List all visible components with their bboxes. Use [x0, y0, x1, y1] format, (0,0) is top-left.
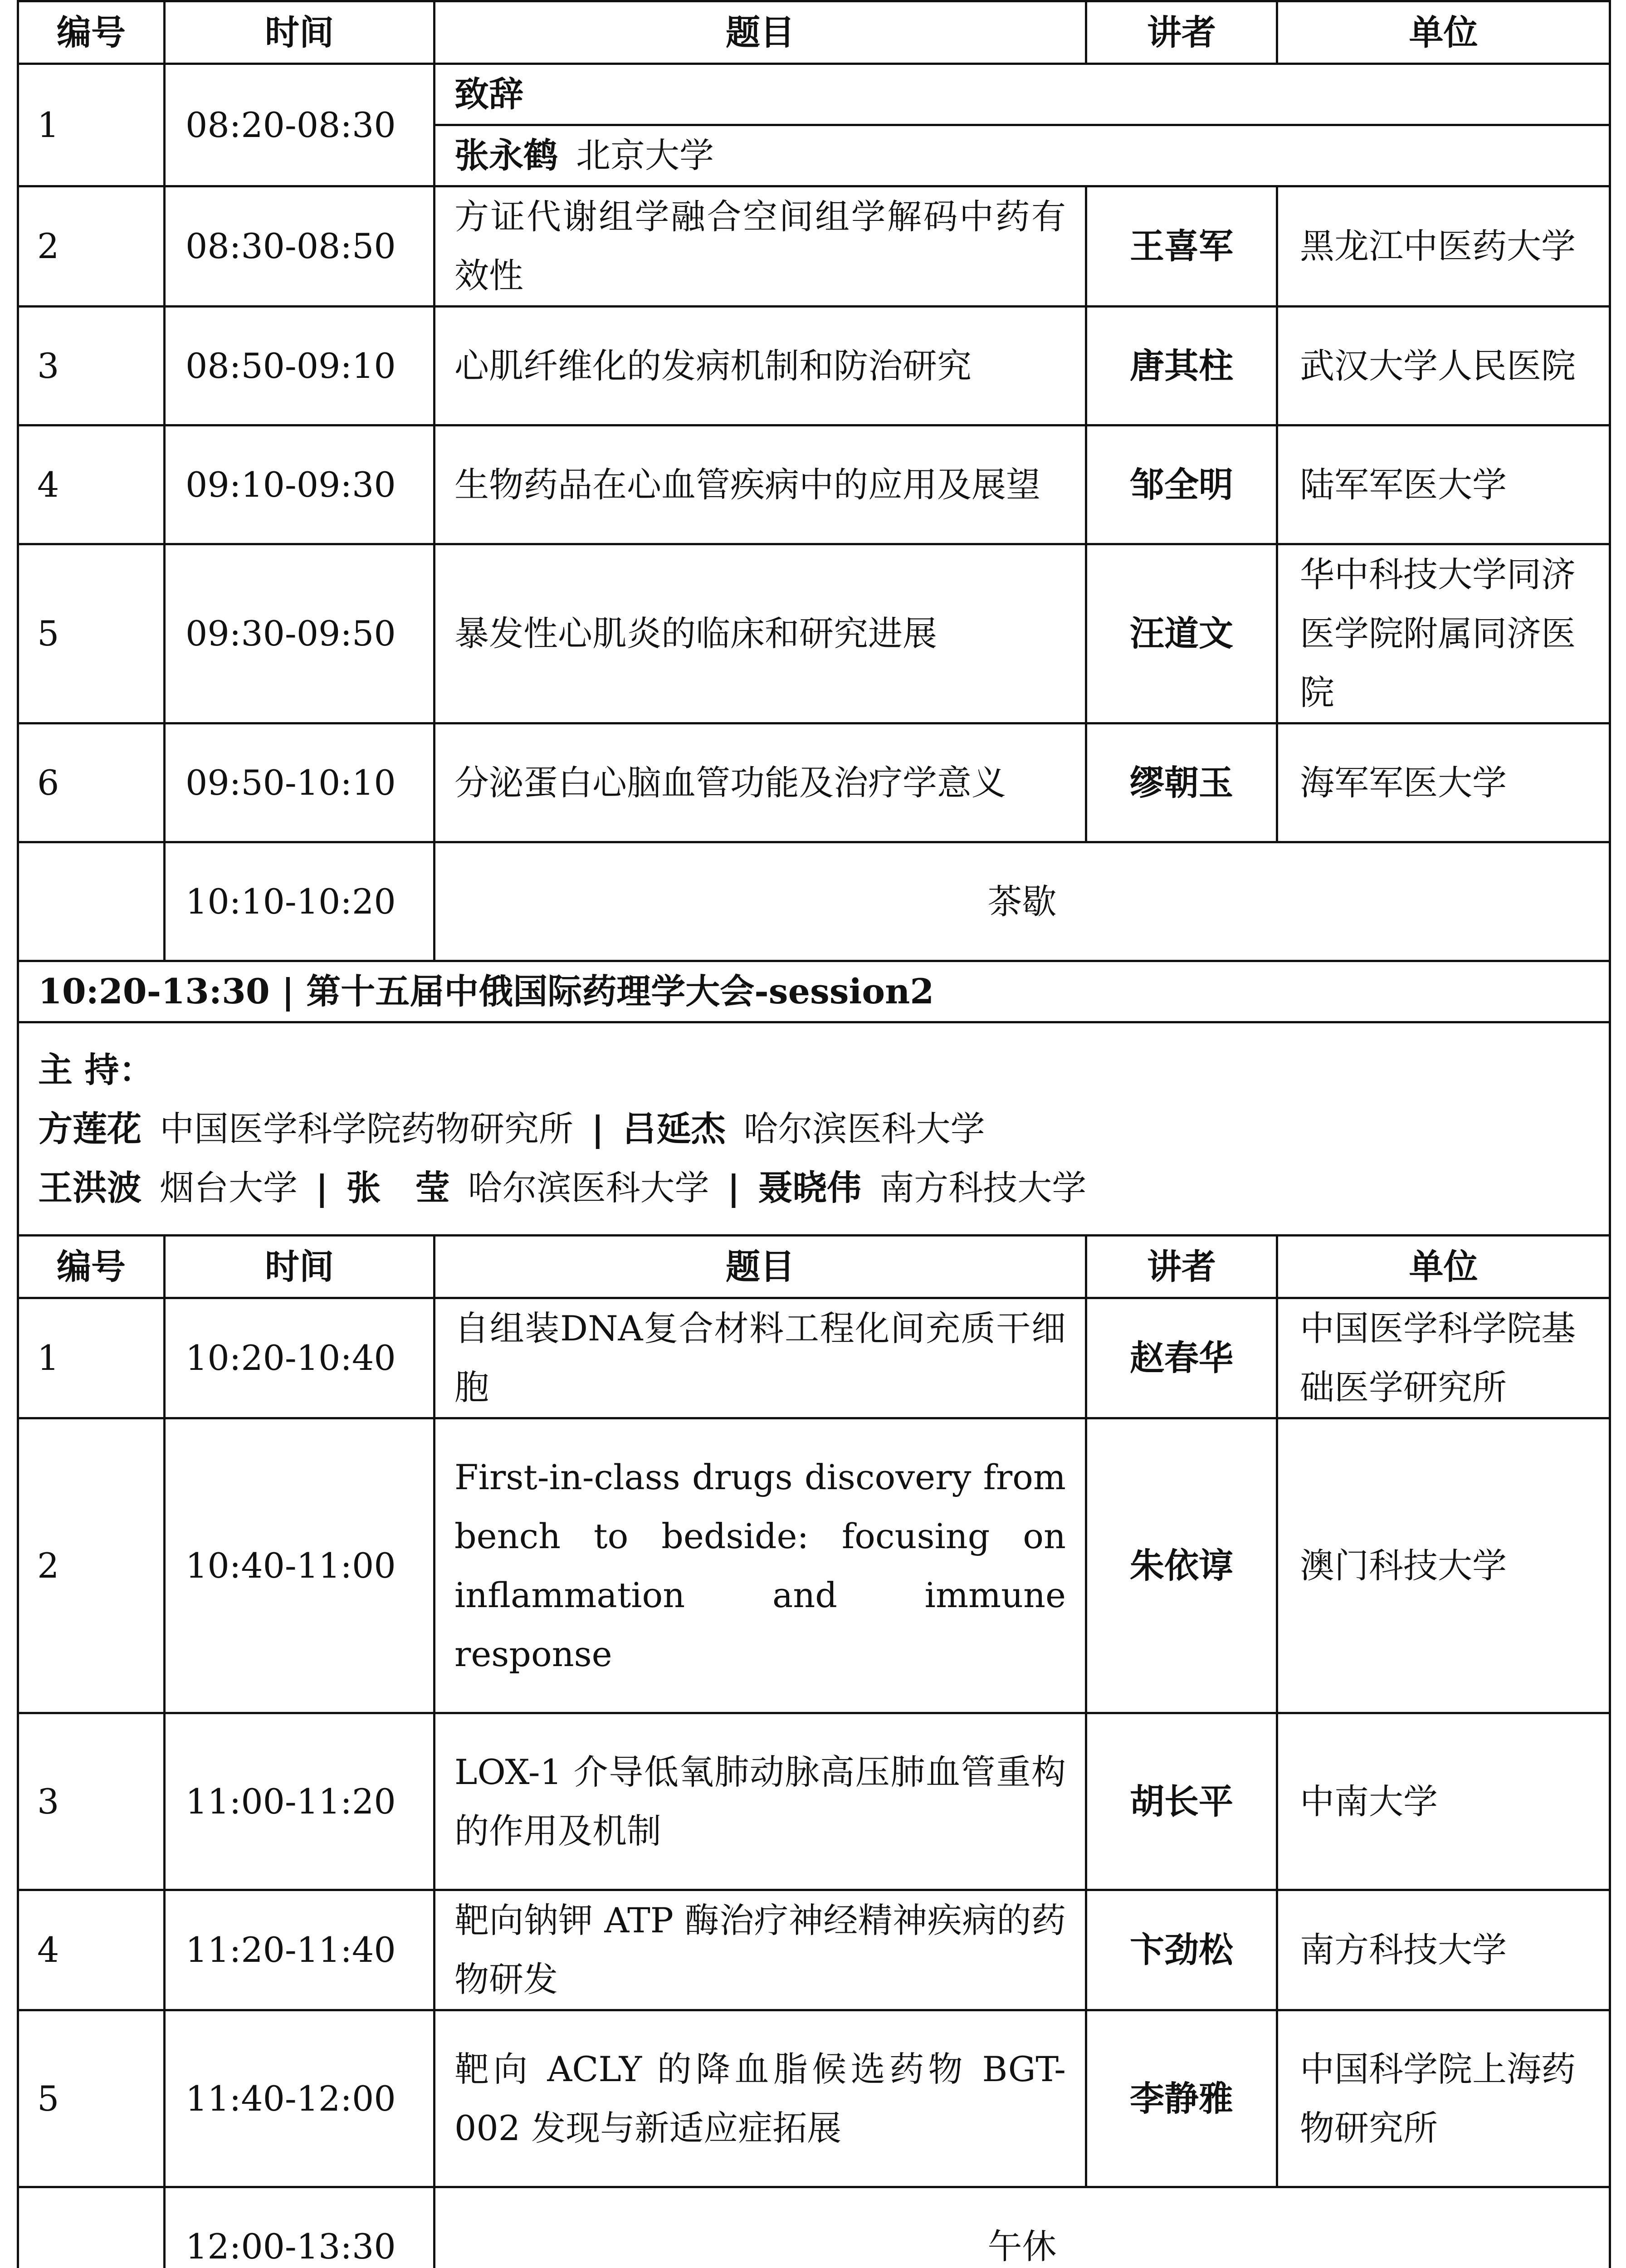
header-no: 编号 [18, 1236, 165, 1298]
host-name: 方莲花 [38, 1108, 142, 1149]
host-line [38, 1158, 1590, 1217]
talk-row [18, 723, 1610, 842]
break-time: 10:10-10:20 [165, 842, 435, 961]
talk-speaker: 缪朝玉 [1086, 723, 1277, 842]
host-separator: | [591, 1108, 604, 1149]
talk-time: 10:40-11:00 [165, 1418, 435, 1713]
talk-row [18, 1890, 1610, 2010]
talk-number: 5 [18, 544, 165, 723]
talk-number: 1 [18, 1298, 165, 1418]
talk-unit: 海军军医大学 [1277, 723, 1610, 842]
talk-topic: 暴发性心肌炎的临床和研究进展 [435, 544, 1086, 723]
session-hosts-row [18, 1022, 1610, 1236]
host-name: 聂晓伟 [758, 1167, 862, 1208]
session-hosts [18, 1022, 1610, 1236]
talk-time: 10:20-10:40 [165, 1298, 435, 1418]
talk-number: 2 [18, 186, 165, 307]
talk-speaker: 赵春华 [1086, 1298, 1277, 1418]
talk-row [18, 544, 1610, 723]
header-time: 时间 [165, 1, 435, 64]
host-separator: | [316, 1167, 328, 1208]
header-speaker: 讲者 [1086, 1, 1277, 64]
talk-row [18, 307, 1610, 425]
host-unit: 南方科技大学 [879, 1167, 1087, 1208]
talk-time: 08:20-08:30 [165, 64, 435, 186]
host-name: 吕延杰 [622, 1108, 726, 1149]
host-unit: 哈尔滨医科大学 [743, 1108, 985, 1149]
talk-topic: 生物药品在心血管疾病中的应用及展望 [435, 425, 1086, 544]
talk-unit: 黑龙江中医药大学 [1277, 186, 1610, 307]
talk-unit: 华中科技大学同济医学院附属同济医院 [1277, 544, 1610, 723]
talk-time: 09:10-09:30 [165, 425, 435, 544]
talk-unit: 陆军军医大学 [1277, 425, 1610, 544]
talk-number: 4 [18, 425, 165, 544]
talk-unit: 武汉大学人民医院 [1277, 307, 1610, 425]
talk-speaker: 汪道文 [1086, 544, 1277, 723]
break-label: 午休 [435, 2187, 1610, 2268]
talk-topic: 靶向钠钾 ATP 酶治疗神经精神疾病的药物研发 [435, 1890, 1086, 2010]
talk-time: 11:00-11:20 [165, 1713, 435, 1890]
talk-time: 09:30-09:50 [165, 544, 435, 723]
talk-row [18, 1298, 1610, 1418]
talk-unit: 南方科技大学 [1277, 1890, 1610, 2010]
talk-topic: 靶向 ACLY 的降血脂候选药物 BGT-002 发现与新适应症拓展 [435, 2010, 1086, 2187]
talk-topic: 方证代谢组学融合空间组学解码中药有效性 [435, 186, 1086, 307]
break-row [18, 842, 1610, 961]
host-item [347, 1168, 709, 1208]
talk-time: 08:50-09:10 [165, 307, 435, 425]
talk-time: 11:40-12:00 [165, 2010, 435, 2187]
host-item [758, 1168, 1086, 1208]
schedule-table [17, 0, 1611, 2268]
host-line [38, 1100, 1590, 1158]
host-label: 主 持： [38, 1049, 154, 1090]
talk-time: 08:30-08:50 [165, 186, 435, 307]
talk-topic: First-in-class drugs discovery from bench to bedside: focusing on inflammation and immune response [435, 1418, 1086, 1713]
break-row [18, 2187, 1610, 2268]
talk-speaker: 唐其柱 [1086, 307, 1277, 425]
talk-row [18, 1713, 1610, 1890]
talk-time: 11:20-11:40 [165, 1890, 435, 2010]
header-no: 编号 [18, 1, 165, 64]
header-topic: 题目 [435, 1, 1086, 64]
talk-speaker: 胡长平 [1086, 1713, 1277, 1890]
schedule-body [18, 1, 1610, 2268]
talk-speaker: 王喜军 [1086, 186, 1277, 307]
talk-number: 3 [18, 307, 165, 425]
talk-unit: 澳门科技大学 [1277, 1418, 1610, 1713]
host-unit: 哈尔滨医科大学 [468, 1167, 709, 1208]
talk-speaker: 邹全明 [1086, 425, 1277, 544]
break-time: 12:00-13:30 [165, 2187, 435, 2268]
host-name: 张 莹 [346, 1167, 450, 1208]
talk-number: 2 [18, 1418, 165, 1713]
talk-number: 6 [18, 723, 165, 842]
header-unit: 单位 [1277, 1, 1610, 64]
talk-unit: 中南大学 [1277, 1713, 1610, 1890]
break-number [18, 2187, 165, 2268]
session-title-row [18, 961, 1610, 1022]
host-name: 王洪波 [38, 1167, 142, 1208]
talk-topic: 分泌蛋白心脑血管功能及治疗学意义 [435, 723, 1086, 842]
talk-number: 4 [18, 1890, 165, 2010]
welcome-speaker [435, 125, 1610, 186]
host-unit: 烟台大学 [160, 1167, 298, 1208]
host-item [38, 1168, 298, 1208]
talk-topic: LOX-1 介导低氧肺动脉高压肺血管重构的作用及机制 [435, 1713, 1086, 1890]
talk-speaker: 李静雅 [1086, 2010, 1277, 2187]
talk-speaker: 卞劲松 [1086, 1890, 1277, 2010]
break-label: 茶歇 [435, 842, 1610, 961]
header-time: 时间 [165, 1236, 435, 1298]
talk-number: 5 [18, 2010, 165, 2187]
talk-topic: 自组装DNA复合材料工程化间充质干细胞 [435, 1298, 1086, 1418]
welcome-speaker-name: 张永鹤 [454, 135, 558, 176]
talk-number: 1 [18, 64, 165, 186]
break-number [18, 842, 165, 961]
table-header-row [18, 1, 1610, 64]
welcome-speaker-unit: 北京大学 [576, 135, 714, 176]
session-title: 10:20-13:30 | 第十五届中俄国际药理学大会-session2 [18, 961, 1610, 1022]
welcome-title: 致辞 [435, 64, 1610, 125]
talk-number: 3 [18, 1713, 165, 1890]
talk-speaker: 朱依谆 [1086, 1418, 1277, 1713]
table-header-row [18, 1236, 1610, 1298]
talk-row [18, 425, 1610, 544]
welcome-row [18, 64, 1610, 125]
header-speaker: 讲者 [1086, 1236, 1277, 1298]
host-unit: 中国医学科学院药物研究所 [160, 1108, 573, 1149]
host-item [622, 1109, 985, 1149]
host-item [38, 1109, 573, 1149]
header-topic: 题目 [435, 1236, 1086, 1298]
talk-row [18, 2010, 1610, 2187]
talk-time: 09:50-10:10 [165, 723, 435, 842]
talk-unit: 中国科学院上海药物研究所 [1277, 2010, 1610, 2187]
talk-row [18, 186, 1610, 307]
talk-topic: 心肌纤维化的发病机制和防治研究 [435, 307, 1086, 425]
talk-row [18, 1418, 1610, 1713]
header-unit: 单位 [1277, 1236, 1610, 1298]
host-separator: | [727, 1167, 740, 1208]
talk-unit: 中国医学科学院基础医学研究所 [1277, 1298, 1610, 1418]
